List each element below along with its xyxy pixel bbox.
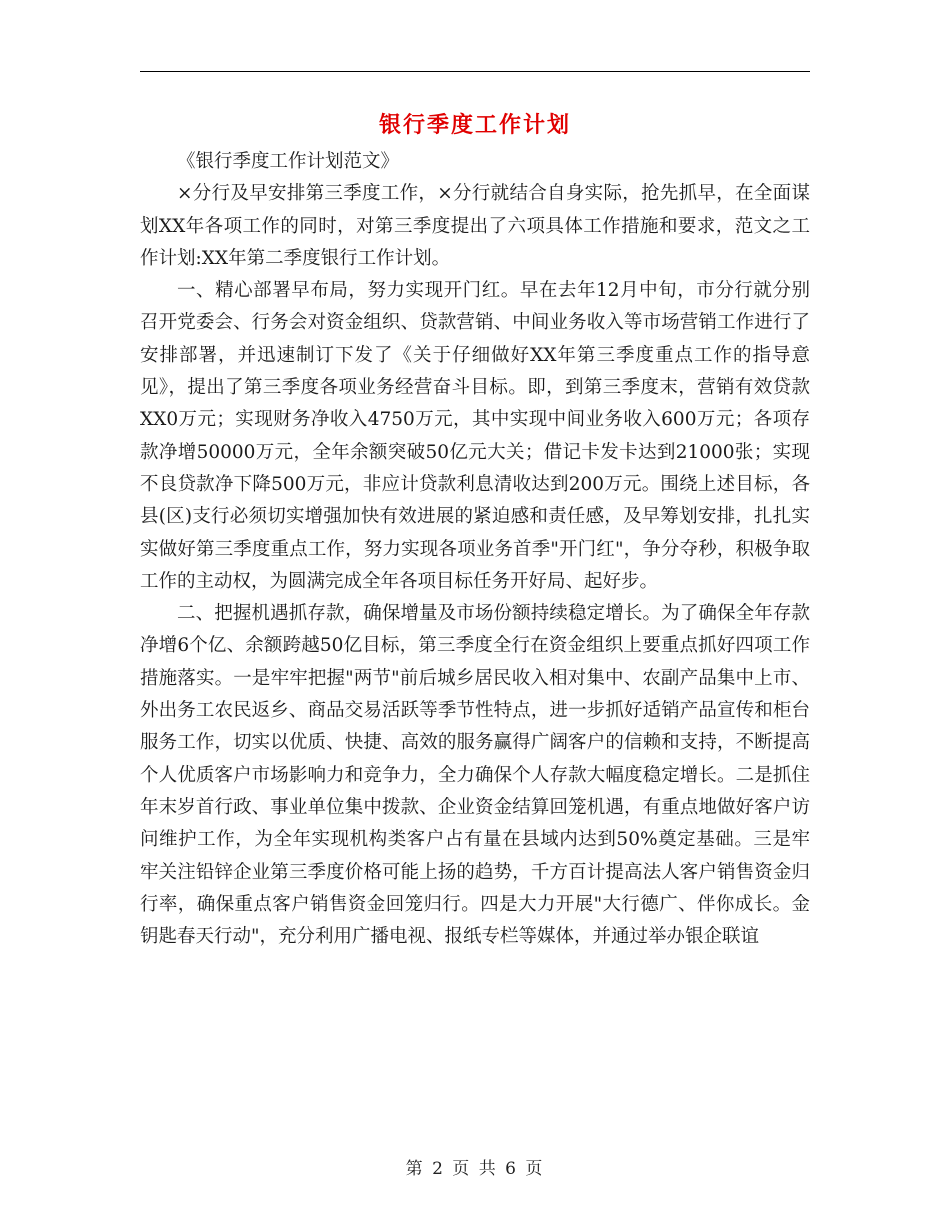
document-title: 银行季度工作计划 xyxy=(378,113,571,138)
paragraph-section-1: 一、精心部署早布局，努力实现开门红。早在去年12月中旬，市分行就分别召开党委会、行务会对资金组织、贷款营销、中间业务收入等市场营销工作进行了安排部署，并迅速制订下发了《关于仔细做好XX年第三季度重点工作的指导意见》，提出了第三季度各项业务经营奋斗目标。即，到第三季度末，营销有效贷款XX0万元；实现财务净收入4750万元，其中实现中间业务收入600万元；各项存款净增50000万元，全年余额突破50亿元大关；借记卡发卡达到21000张；实现不良贷款净下降500万元，非应计贷款利息清收达到200万元。围绕上述目标，各县(区)支行必须切实增强加快有效进展的紧迫感和责任感，及早筹划安排，扎扎实实做好第三季度重点工作，努力实现各项业务首季"开门红"，争分夺秒，积极争取工作的主动权，为圆满完成全年各项目标任务开好局、起好步。 xyxy=(140,280,810,592)
paragraph-intro: ×分行及早安排第三季度工作，×分行就结合自身实际，抢先抓早，在全面谋划XX年各项工作的同时，对第三季度提出了六项具体工作措施和要求，范文之工作计划:XX年第二季度银行工作计划。 xyxy=(140,183,810,269)
paragraph-subtitle: 《银行季度工作计划范文》 xyxy=(177,151,400,172)
page-number: 第 2 页 共 6 页 xyxy=(405,1159,545,1179)
header-rule xyxy=(140,71,810,72)
paragraph-section-2: 二、把握机遇抓存款，确保增量及市场份额持续稳定增长。为了确保全年存款净增6个亿、余额跨越50亿目标，第三季度全行在资金组织上要重点抓好四项工作措施落实。一是牢牢把握"两节"前后城乡居民收入相对集中、农副产品集中上市、外出务工农民返乡、商品交易活跃等季节性特点，进一步抓好适销产品宣传和柜台服务工作，切实以优质、快捷、高效的服务赢得广阔客户的信赖和支持，不断提高个人优质客户市场影响力和竞争力，全力确保个人存款大幅度稳定增长。二是抓住年末岁首行政、事业单位集中拨款、企业资金结算回笼机遇，有重点地做好客户访问维护工作，为全年实现机构类客户占有量在县域内达到50%奠定基础。三是牢牢关注铅锌企业第三季度价格可能上扬的趋势，千方百计提高法人客户销售资金归行率，确保重点客户销售资金回笼归行。四是大力开展"大行德广、伴你成长。金钥匙春天行动"，充分利用广播电视、报纸专栏等媒体，并通过举办银企联谊 xyxy=(140,603,810,948)
document-body xyxy=(140,146,810,953)
